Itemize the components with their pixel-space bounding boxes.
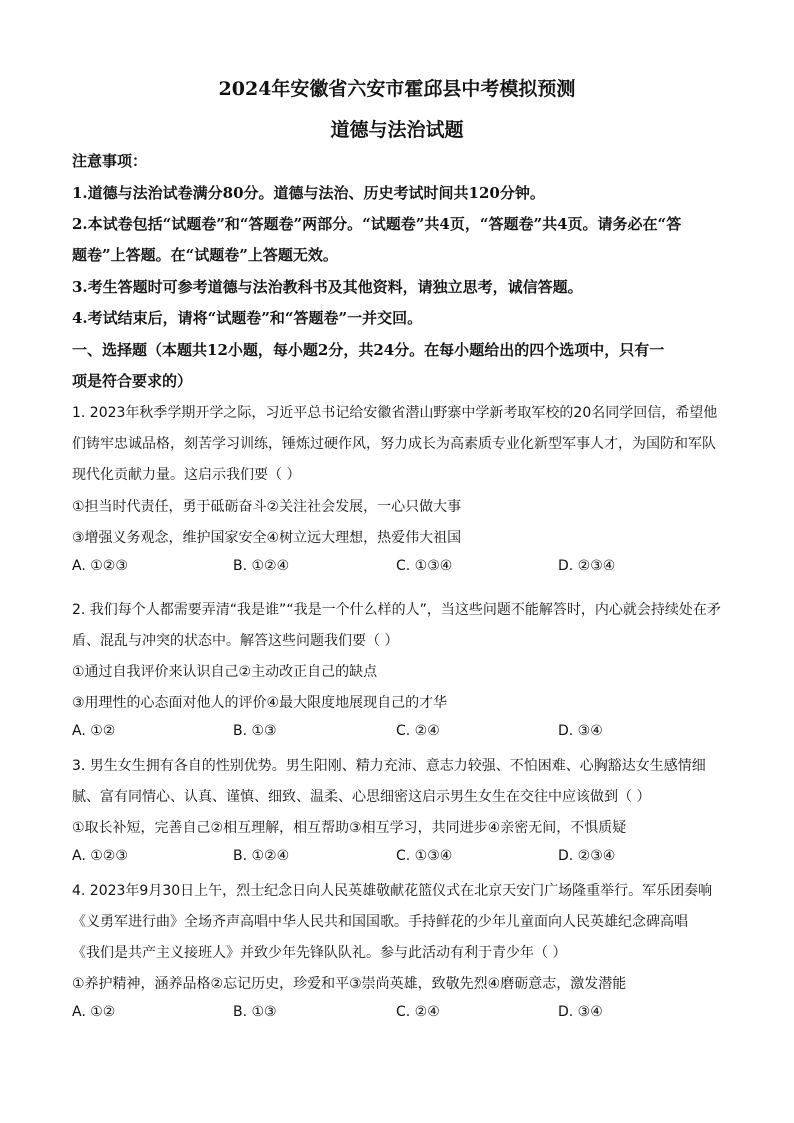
section-heading: 一、选择题（本题共12小题，每小题2分，共24分。在每小题给出的四个选项中，只有一 [72,341,665,359]
question-text: 1. 2023年秋季学期开学之际，习近平总书记给安徽省潜山野寨中学新考取军校的20名同学回信，希望他 [72,405,718,421]
question-text: 《我们是共产主义接班人》并致少年先锋队队礼。参与此活动有利于青少年（ ） [72,945,567,961]
question-statement: ①担当时代责任，勇于砥砺奋斗②关注社会发展，一心只做大事 [72,499,462,515]
question-text: 们铸牢忠诚品格，刻苦学习训练，锤炼过硬作风，努力成长为高素质专业化新型军事人才，为国防和军队 [72,436,716,452]
question-text: 《义勇军进行曲》全场齐声高唱中华人民共和国国歌。手持鲜花的少年儿童面向人民英雄纪念碑高唱 [72,914,688,930]
option-d: D. ②③④ [558,848,616,864]
notice-item: 3.考生答题时可参考道德与法治教科书及其他资料，请独立思考，诚信答题。 [72,278,583,296]
option-d: D. ③④ [558,1004,603,1020]
option-d: D. ②③④ [558,558,616,574]
question-text: 3. 男生女生拥有各自的性别优势。男生阳刚、精力充沛、意志力较强、不怕困难、心胸豁达女生感情细 [72,758,706,774]
option-c: C. ①③④ [396,558,453,574]
question-text: 腻、富有同情心、认真、谨慎、细致、温柔、心思细密这启示男生女生在交往中应该做到（ ） [72,789,651,805]
option-c: C. ②④ [396,723,440,739]
question-statement: ①通过自我评价来认识自己②主动改正自己的缺点 [72,664,378,680]
page-subtitle: 道德与法治试题 [330,119,464,141]
question-statement: ③增强义务观念，维护国家安全④树立远大理想，热爱伟大祖国 [72,530,462,546]
option-c: C. ①③④ [396,848,453,864]
option-b: B. ①②④ [233,848,290,864]
option-c: C. ②④ [396,1004,440,1020]
option-a: A. ①② [72,1004,116,1020]
option-b: B. ①②④ [233,558,290,574]
option-d: D. ③④ [558,723,603,739]
section-heading-cont: 项是符合要求的） [72,372,193,390]
question-statement: ①取长补短，完善自己②相互理解，相互帮助③相互学习，共同进步④亲密无间，不惧质疑 [72,820,627,836]
question-text: 盾、混乱与冲突的状态中。解答这些问题我们要（ ） [72,633,399,649]
notice-heading: 注意事项： [72,152,148,170]
page-title: 2024年安徽省六安市霍邱县中考模拟预测 [218,78,576,100]
question-text: 2. 我们每个人都需要弄清“我是谁”“我是一个什么样的人”，当这些问题不能解答时，内心就会持续处在矛 [72,602,721,618]
question-text: 4. 2023年9月30日上午，烈士纪念日向人民英雄敬献花篮仪式在北京天安门广场隆重举行。军乐团奏响 [72,883,713,899]
question-text: 现代化贡献力量。这启示我们要（ ） [72,467,301,483]
question-statement: ③用理性的心态面对他人的评价④最大限度地展现自己的才华 [72,695,448,711]
option-a: A. ①②③ [72,848,128,864]
question-statement: ①养护精神，涵养品格②忘记历史，珍爱和平③崇尚英雄，致敬先烈④磨砺意志，激发潜能 [72,976,627,992]
notice-item: 题卷”上答题。在“试题卷”上答题无效。 [72,246,338,264]
notice-item: 4.考试结束后，请将“试题卷”和“答题卷”一并交回。 [72,309,423,327]
option-a: A. ①②③ [72,558,128,574]
notice-item: 2.本试卷包括“试题卷”和“答题卷”两部分。“试题卷”共4页，“答题卷”共4页。请务必在“答 [72,215,682,233]
notice-item: 1.道德与法治试卷满分80分。道德与法治、历史考试时间共120分钟。 [72,184,545,202]
option-b: B. ①③ [233,723,277,739]
option-b: B. ①③ [233,1004,277,1020]
option-a: A. ①② [72,723,116,739]
